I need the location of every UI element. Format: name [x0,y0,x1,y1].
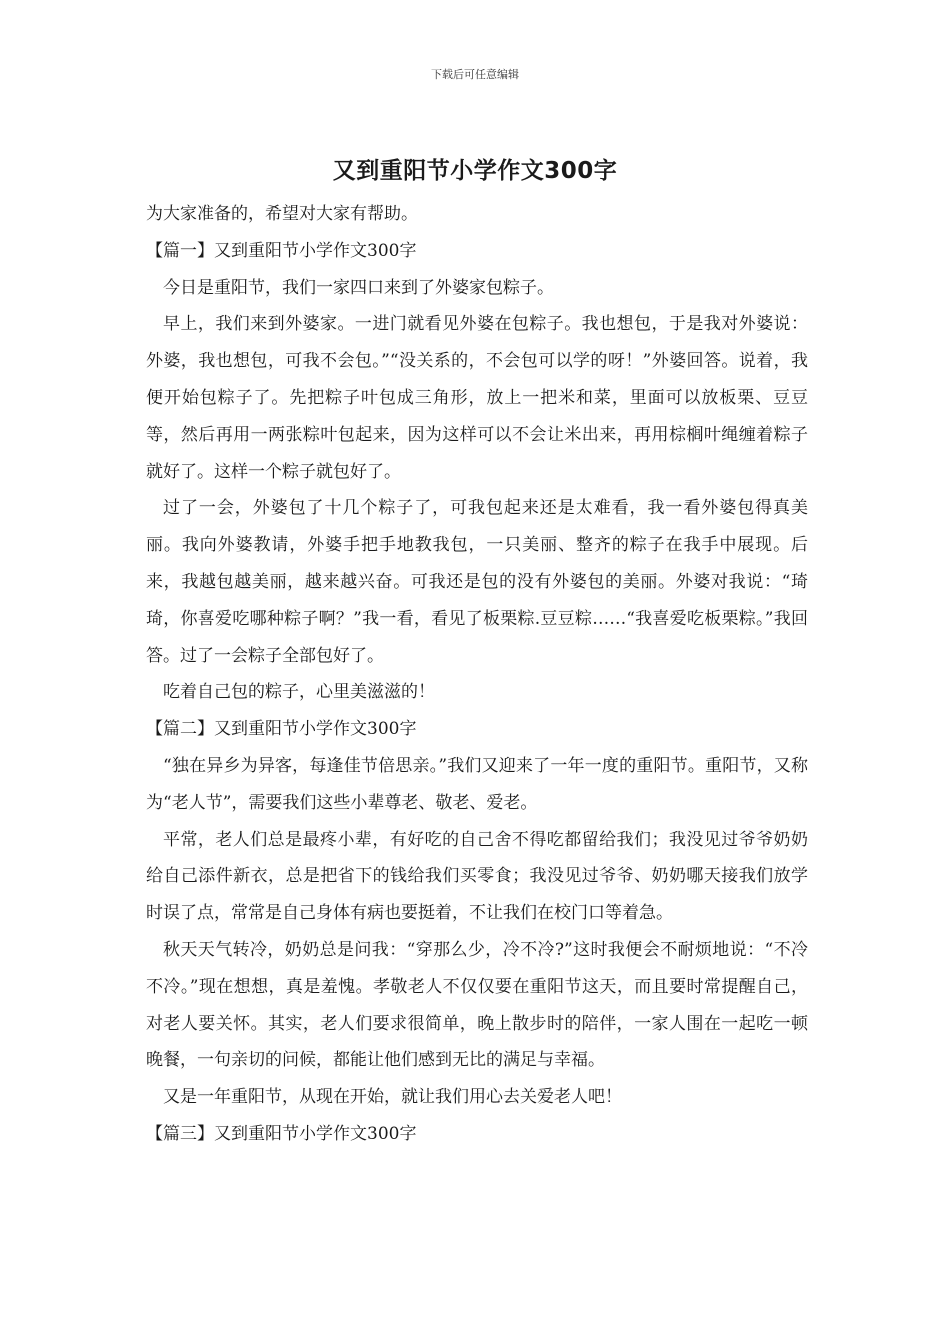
body-paragraph: “独在异乡为异客，每逢佳节倍思亲。”我们又迎来了一年一度的重阳节。重阳节，又称为“老人节”，需要我们这些小辈尊老、敬老、爱老。 [146,755,808,813]
body-paragraph: 吃着自己包的粽子，心里美滋滋的！ [163,682,435,703]
body-paragraph: 秋天天气转冷，奶奶总是问我：“穿那么少，冷不冷?”这时我便会不耐烦地说：“不冷不冷。”现在想想，真是羞愧。孝敬老人不仅仅要在重阳节这天，而且要时常提醒自己，对老人要关怀。其实，老人们要求很简单，晚上散步时的陪伴，一家人围在一起吃一顿晚餐，一句亲切的问候，都能让他们感到无比的满足与幸福。 [146,939,808,1071]
section-heading-3: 【篇三】又到重阳节小学作文300字 [146,1123,417,1144]
section-heading-1: 【篇一】又到重阳节小学作文300字 [146,240,417,261]
body-paragraph: 平常，老人们总是最疼小辈，有好吃的自己舍不得吃都留给我们；我没见过爷爷奶奶给自己添件新衣，总是把省下的钱给我们买零食；我没见过爷爷、奶奶哪天接我们放学时误了点，常常是自己身体有病也要挺着，不让我们在校门口等着急。 [146,829,808,924]
intro-paragraph: 为大家准备的，希望对大家有帮助。 [146,204,418,224]
document-body [146,196,808,1153]
body-paragraph: 又是一年重阳节，从现在开始，就让我们用心去关爱老人吧！ [163,1087,622,1108]
page-header-note: 下载后可任意编辑 [431,68,519,81]
body-paragraph: 今日是重阳节，我们一家四口来到了外婆家包粽子。 [163,277,554,298]
body-paragraph: 过了一会，外婆包了十几个粽子了，可我包起来还是太难看，我一看外婆包得真美丽。我向外婆教请，外婆手把手地教我包，一只美丽、整齐的粽子在我手中展现。后来，我越包越美丽，越来越兴奋。可我还是包的没有外婆包的美丽。外婆对我说：“琦琦，你喜爱吃哪种粽子啊？”我一看，看见了板栗粽.豆豆粽……“我喜爱吃板栗粽。”我回答。过了一会粽子全部包好了。 [146,498,808,666]
body-paragraph: 早上，我们来到外婆家。一进门就看见外婆在包粽子。我也想包，于是我对外婆说：外婆，我也想包，可我不会包。”“没关系的，不会包可以学的呀！”外婆回答。说着，我便开始包粽子了。先把粽子叶包成三角形，放上一把米和菜，里面可以放板栗、豆豆等，然后再用一两张粽叶包起来，因为这样可以不会让米出来，再用棕榈叶绳缠着粽子就好了。这样一个粽子就包好了。 [146,314,808,482]
document-title: 又到重阳节小学作文300字 [332,158,618,184]
section-heading-2: 【篇二】又到重阳节小学作文300字 [146,719,417,740]
